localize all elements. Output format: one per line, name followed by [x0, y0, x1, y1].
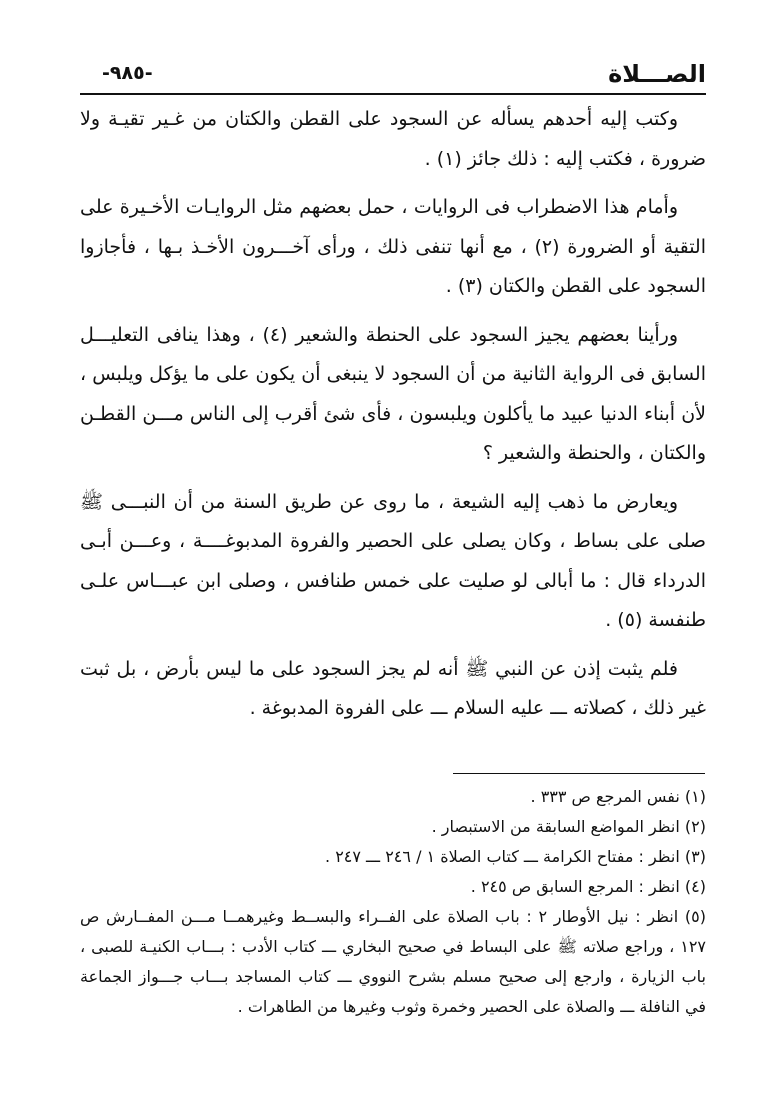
footnote: (٢) انظر المواضع السابقة من الاستبصار . — [431, 817, 706, 836]
paragraph: وأمام هذا الاضطراب فى الروايات ، حمل بعضهم مثل الروايـات الأخـيرة على التقية أو الضرورة (٢) ، مع أنها تنفى ذلك ، ورأى آخـــرون الأخـذ بـها ، فأجازوا السجود على القطن والكتان (٣) . — [80, 196, 706, 297]
footnote: (٤) انظر : المرجع السابق ص ٢٤٥ . — [470, 877, 706, 896]
body-text — [80, 100, 706, 738]
chapter-title: الصـــلاة — [608, 60, 706, 88]
footnote: (٥) انظر : نيل الأوطار ٢ : باب الصلاة على الفــراء والبســط وغيرهمــا مـــن المفــارش ص ١٢٧ ، وراجع صلاته ﷺ على البساط في صحيح البخاري ـــ كتاب الأدب : بـــاب الكنيـة للصبى ، باب الزيارة ، وارجع إلى صحيح مسلم بشرح النووي ـــ كتاب المساجد بـــاب جـــواز الجماعة في النافلة ـــ والصلاة على الحصير وخمرة وثوب وغيرها من الطاهرات . — [80, 907, 706, 1016]
footnotes — [80, 782, 706, 1022]
footnote-rule — [453, 773, 705, 774]
footnote: (١) نفس المرجع ص ٣٣٣ . — [530, 787, 706, 806]
page-number: -٩٨٥- — [102, 62, 153, 84]
paragraph: ويعارض ما ذهب إليه الشيعة ، ما روى عن طريق السنة من أن النبـــى ﷺ صلى على بساط ، وكان يصلى على الحصير والفروة المدبوغــــة ، وعـــن أبـى الدرداء قال : ما أبالى لو صليت على خمس طنافس ، وصلى ابن عبـــاس علـى طنفسة (٥) . — [80, 490, 706, 631]
paragraph: فلم يثبت إذن عن النبي ﷺ أنه لم يجز السجود على ما ليس بأرض ، بل ثبت غير ذلك ، كصلاته ـــ عليه السلام ـــ على الفروة المدبوغة . — [80, 657, 706, 719]
header-rule — [80, 93, 706, 95]
page-header — [80, 58, 706, 92]
paragraph: ورأينا بعضهم يجيز السجود على الحنطة والشعير (٤) ، وهذا ينافى التعليـــل السابق فى الرواية الثانية من أن السجود لا ينبغى أن يكون على ما يؤكل ويلبس ، لأن أبناء الدنيا عبيد ما يأكلون ويلبسون ، فأى شئ أقرب إلى الناس مـــن القطـن والكتان ، والحنطة والشعير ؟ — [80, 323, 706, 464]
paragraph: وكتب إليه أحدهم يسأله عن السجود على القطن والكتان من غـير تقيـة ولا ضرورة ، فكتب إليه : ذلك جائز (١) . — [80, 108, 706, 170]
footnote: (٣) انظر : مفتاح الكرامة ـــ كتاب الصلاة ١ / ٢٤٦ ـــ ٢٤٧ . — [325, 847, 706, 866]
